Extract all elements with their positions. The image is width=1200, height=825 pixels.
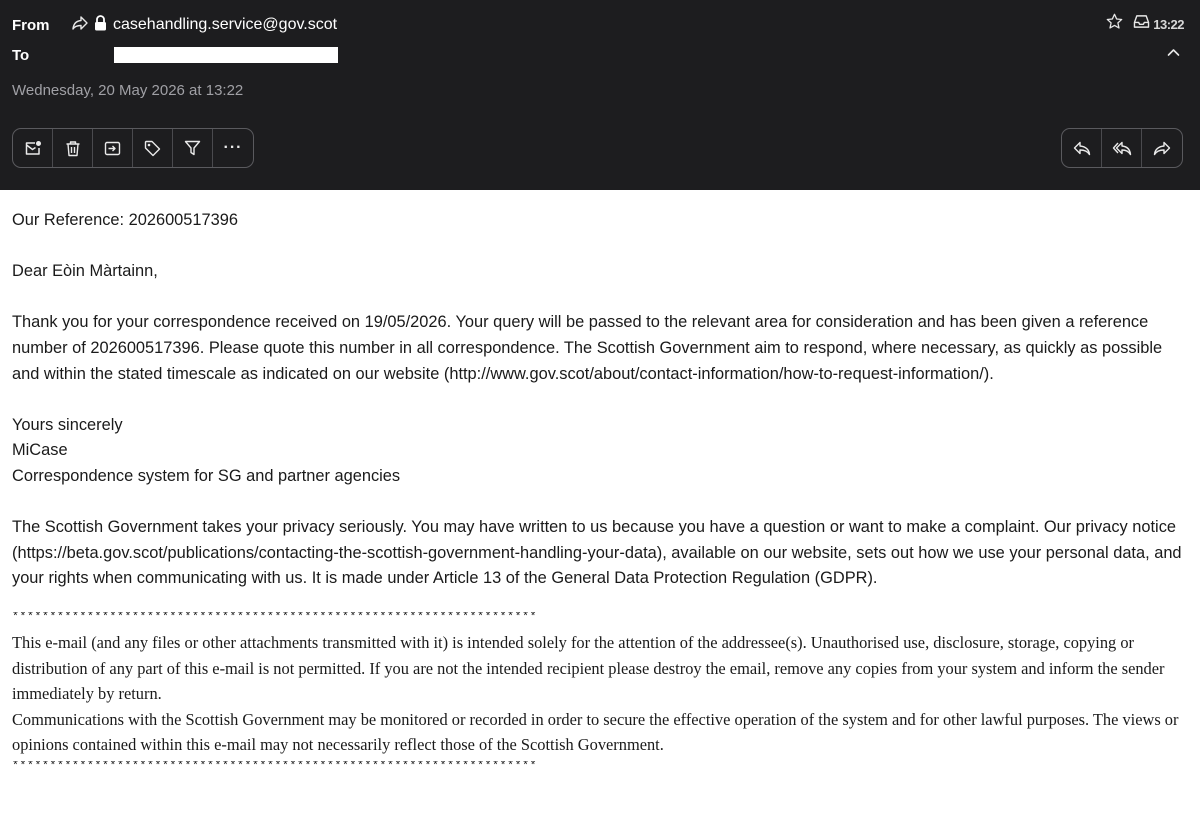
message-body bbox=[12, 208, 1188, 773]
from-row bbox=[12, 14, 337, 36]
to-label: To bbox=[12, 46, 30, 64]
delete-button[interactable] bbox=[53, 129, 93, 167]
forward-button[interactable] bbox=[1142, 129, 1182, 167]
separator-bottom: ********************************************************************** bbox=[12, 760, 538, 773]
header-actions bbox=[1106, 13, 1184, 35]
tag-icon bbox=[144, 140, 161, 157]
message-toolbar bbox=[12, 128, 254, 168]
filter-button[interactable] bbox=[173, 129, 213, 167]
sender-description: Correspondence system for SG and partner agencies bbox=[12, 466, 401, 485]
more-button[interactable] bbox=[213, 129, 253, 167]
message-time: 13:22 bbox=[1153, 16, 1184, 32]
forward-icon bbox=[1153, 141, 1171, 156]
mark-unread-button[interactable] bbox=[13, 129, 53, 167]
reference-line: Our Reference: 202600517396 bbox=[12, 211, 238, 229]
filter-icon bbox=[184, 140, 201, 156]
reply-all-icon bbox=[1112, 141, 1132, 156]
chevron-up-icon[interactable] bbox=[1167, 44, 1180, 62]
from-label: From bbox=[12, 16, 50, 34]
body-paragraph: Thank you for your correspondence received on 19/05/2026. Your query will be passed to the relevant area for consideration and has been given a reference number of 202600517396. Please quote this number in all correspondence. The Scottish Government aim to respond, where necessary, as quickly as possible and within the stated timescale as indicated on our website (http://www.gov.scot/about/contact-information/how-to-request-information/). bbox=[12, 313, 1163, 383]
disclaimer-paragraph: This e-mail (and any files or other attachments transmitted with it) is intended solely for the attention of the addressee(s). Unauthorised use, disclosure, storage, copying or distribution of any part of this e-mail is not permitted. If you are not the intended recipient please destroy the email, remove any copies from your system and inform the sender immediately by return. bbox=[12, 632, 1165, 704]
lock-icon bbox=[94, 15, 107, 36]
separator-top: ********************************************************************** bbox=[12, 611, 538, 624]
reply-button[interactable] bbox=[1062, 129, 1102, 167]
move-icon bbox=[104, 141, 121, 156]
mark-unread-icon bbox=[24, 140, 42, 156]
to-row bbox=[12, 44, 72, 66]
reply-toolbar bbox=[1061, 128, 1183, 168]
message-header bbox=[0, 0, 1200, 190]
trash-icon bbox=[65, 140, 81, 157]
message-date: Wednesday, 20 May 2026 at 13:22 bbox=[12, 82, 244, 99]
more-icon: ··· bbox=[223, 139, 243, 156]
tag-button[interactable] bbox=[133, 129, 173, 167]
sender-name: MiCase bbox=[12, 441, 68, 460]
greeting: Dear Eòin Màrtainn, bbox=[12, 262, 158, 281]
star-icon[interactable] bbox=[1106, 13, 1123, 35]
redacted-recipient bbox=[114, 47, 338, 63]
signoff: Yours sincerely bbox=[12, 415, 123, 434]
privacy-paragraph: The Scottish Government takes your privacy seriously. You may have written to us because you have a question or want to make a complaint. Our privacy notice (https://beta.gov.scot/publications/contacting-the-scottish-government-handling-your-data), available on our website, sets out how we use your personal data, and your rights when communicating with us. It is made under Article 13 of the General Data Protection Regulation (GDPR). bbox=[12, 518, 1182, 588]
reply-icon bbox=[1073, 141, 1091, 156]
move-button[interactable] bbox=[93, 129, 133, 167]
sender-address[interactable]: casehandling.service@gov.scot bbox=[113, 16, 338, 33]
monitoring-paragraph: Communications with the Scottish Government may be monitored or recorded in order to secure the effective operation of the system and for other lawful purposes. The views or opinions contained within this e-mail may not necessarily reflect those of the Scottish Government. bbox=[12, 709, 1179, 755]
reply-all-button[interactable] bbox=[1102, 129, 1142, 167]
inbox-icon[interactable] bbox=[1133, 14, 1150, 34]
forward-arrow-icon bbox=[72, 16, 88, 35]
